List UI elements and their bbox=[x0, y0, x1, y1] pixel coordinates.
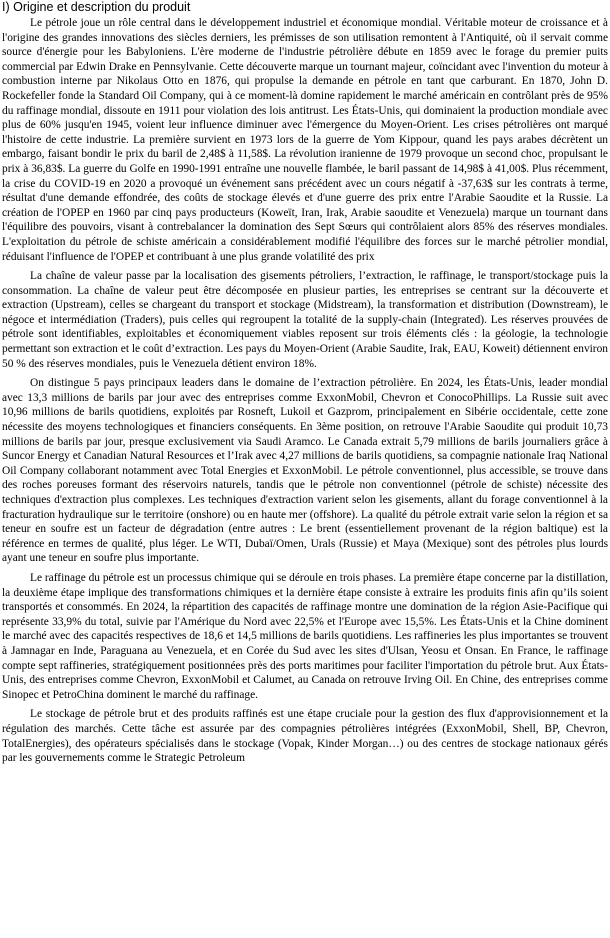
paragraph-history: Le pétrole joue un rôle central dans le développement industriel et économique mondial. Véritable moteur de croissance et à l'origine des grandes innovations des siècles derniers, les prémisses de son utilisation remontent à l'Antiquité, où il servait comme source d'énergie pour les Babyloniens. L'ère moderne de l'industrie pétrolière débute en 1859 avec le forage du premier puits commercial par Edwin Drake en Pennsylvanie. Cette découverte marque un tournant majeur, coïncidant avec l'invention du moteur à combustion interne par Nikolaus Otto en 1876, qui propulse la demande en pétrole en tant que carburant. En 1870, John D. Rockefeller fonde la Standard Oil Company, qui à ce moment-là domine rapidement le marché américain en contrôlant près de 95% du raffinage mondial, dissoute en 1911 pour violation des lois antitrust. Les États-Unis, qui dominaient la production mondiale avec plus de 60% jusqu'en 1945, voient leur influence diminuer avec l'émergence du Moyen-Orient. Les crises pétrolières ont marqué l'histoire de cette industrie. La première survient en 1973 lors de la guerre de Yom Kippour, quand les pays arabes décrètent un embargo, faisant bondir le prix du baril de 2,48$ à 11,58$. La révolution iranienne de 1979 provoque un second choc, propulsant le prix à 36,83$. La guerre du Golfe en 1990-1991 entraîne une nouvelle flambée, le baril passant de 14,98$ à 41,00$. Plus récemment, la crise du COVID-19 en 2020 a provoqué un événement sans précédent avec un cours négatif à -37,63$ sur les contrats à terme, résultat d'une demande effondrée, des coûts de stockage élevés et d'une guerre des prix entre l'Arabie Saoudite et la Russie. La création de l'OPEP en 1960 par cinq pays producteurs (Koweït, Iran, Irak, Arabie saoudite et Venezuela) marque un tournant dans l'équilibre des pouvoirs, visant à contrebalancer la domination des Sept Sœurs qui contrôlaient alors 85% des réserves mondiales. L'exploitation du pétrole de schiste américain a considérablement modifié l'équilibre des forces sur le marché pétrolier mondial, réduisant l'influence de l'OPEP et contribuant à une plus grande volatilité des prix bbox=[2, 17, 608, 263]
paragraph-extraction: On distingue 5 pays principaux leaders dans le domaine de l’extraction pétrolière. En 2024, les États-Unis, leader mondial avec 13,3 millions de barils par jour avec des entreprises comme ExxonMobil, Chevron et ConocoPhillips. La Russie suit avec 10,96 millions de barils quotidiens, exploités par Rosneft, Lukoil et Gazprom, principalement en Sibérie occidentale, cette zone nécessite des moyens technologiques et financiers conséquents. En 3ème position, on retrouve l'Arabie Saoudite qui produit 10,73 millions de barils par jour, presque exclusivement via Saudi Aramco. Le Canada extrait 5,79 millions de barils journaliers grâce à Suncor Energy et Canadian Natural Resources et l’Irak avec 4,27 millions de barils quotidiens, sa compagnie nationale Iraq National Oil Company collaborant notamment avec Total Energies et ExxonMobil. Le pétrole conventionnel, plus accessible, se trouve dans des roches poreuses formant des réservoirs naturels, tandis que le pétrole non conventionnel (pétrole de schiste) nécessite des techniques d'extraction plus complexes. Les techniques d'extraction varient selon les gisements, allant du forage conventionnel à la fracturation hydraulique sur le territoire (onshore) ou en haute mer (offshore). La qualité du pétrole extrait varie selon la région et sa teneur en soufre est un facteur de dégradation (entre autres : Le brent (essentiellement provenant de la région baltique) est la référence en termes de qualité, plus léger. Le WTI, Dubaï/Omen, Urals (Russie) et Maya (Mexique) sont des pétroles plus lourds ayant une teneur en soufre plus importante. bbox=[2, 377, 608, 565]
paragraph-storage: Le stockage de pétrole brut et des produits raffinés est une étape cruciale pour la gestion des flux d'approvisionnement et la régulation des marchés. Cette tâche est assurée par des compagnies pétrolières intégrées (ExxonMobil, Shell, BP, Chevron, TotalEnergies), des opérateurs spécialisés dans le stockage (Vopak, Kinder Morgan…) ou des centres de stockage nationaux gérés par les gouvernements comme le Strategic Petroleum bbox=[2, 708, 608, 765]
section-title: I) Origine et description du produit bbox=[2, 0, 191, 14]
paragraph-value-chain: La chaîne de valeur passe par la localisation des gisements pétroliers, l’extraction, le raffinage, le transport/stockage puis la consommation. La chaîne de valeur peut être décomposée en plusieur parties, les entreprises se centrant sur la découverte et extraction (Upstream), celles se chargeant du transport et stockage (Midstream), la transformation et distribution (Downstream), le négoce et intermédiation (Traders), puis celles qui regroupent la totalité de la supply-chain (Integrated). Les réserves prouvées de pétrole sont identifiables, exploitables et économiquement viables reposent sur trois éléments clés : la géologie, la technologie permettant son extraction et le coût d’extraction. Les pays du Moyen-Orient (Arabie Saudite, Irak, EAU, Koweit) détiennent environ 50 % des réserves mondiales, puis le Venezuela détient environ 18%. bbox=[2, 270, 608, 370]
paragraph-refining: Le raffinage du pétrole est un processus chimique qui se déroule en trois phases. La première étape concerne par la distillation, la deuxième étape implique des transformations chimiques et la dernière étape consiste à extraire les produits finis afin qu’ils soient transportés et consommés. En 2024, la répartition des capacités de raffinage montre une domination de la région Asie-Pacifique qui représente 33,9% du total, suivie par l'Amérique du Nord avec 22,5% et l'Europe avec 15,5%. Les États-Unis et la Chine dominent le marché avec des capacités respectives de 18,6 et 14,5 millions de barils quotidiens. Les raffineries les plus importantes se trouvent à Jamnagar en Inde, Paraguana au Venezuela, et en Corée du Sud avec les sites d'Ulsan, Yeosu et Onsan. En France, le raffinage compte sept raffineries, stratégiquement positionnées près des ports maritimes pour faciliter l'importation du pétrole brut. Aux États-Unis, des entreprises comme Chevron, ExxonMobil et Calumet, au Canada on retrouve Irving Oil. En Chine, des entreprises comme Sinopec et PetroChina dominent le marché du raffinage. bbox=[2, 571, 608, 701]
